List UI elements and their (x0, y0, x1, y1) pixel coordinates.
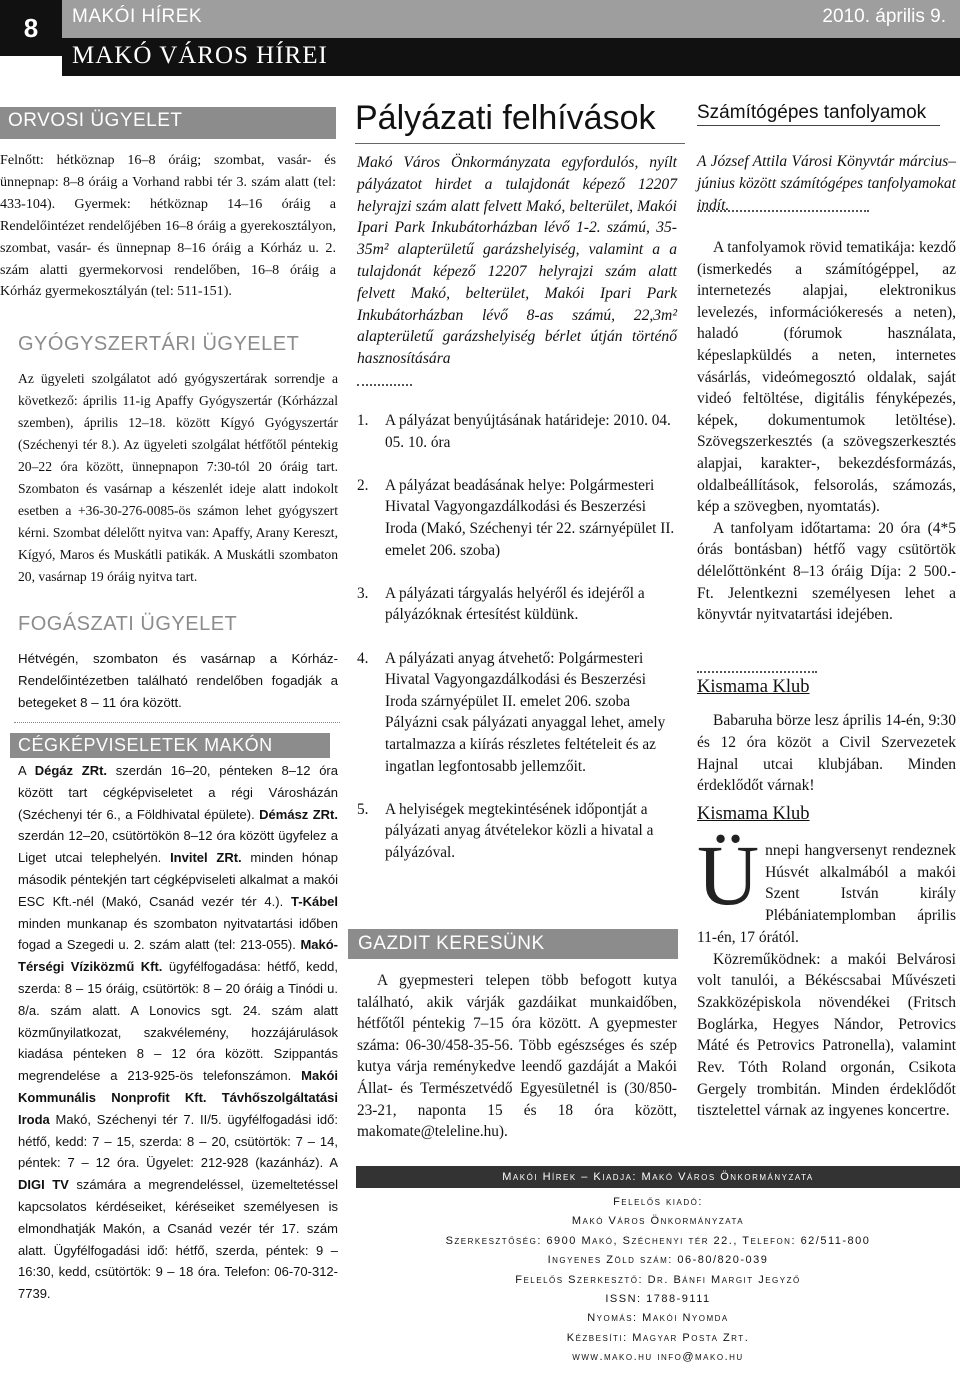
impresszum-body (356, 1193, 960, 1368)
impresszum-line: Felelős kiadó: (613, 1196, 703, 1208)
list-item (357, 648, 679, 778)
impresszum-line: Nyomás: Makói Nyomda (587, 1312, 729, 1325)
list-item-number: 3. (357, 584, 369, 602)
tanfolyam-heading-rule (697, 125, 940, 126)
list-item (357, 475, 679, 561)
company-name: DIGI TV (18, 1177, 69, 1193)
kismama1-body: Babaruha börze lesz április 14-én, 9:30 és 12 óra közöt a Civil Szervezetek Hajnal utcai klubjában. Minden érdeklődőt várnak! (697, 712, 956, 795)
cegkep-text: szerdán 12–20, csütörtökön 8–12 óra között ügyfelez a Liget utcai telephelyén. (18, 828, 338, 866)
impresszum-line: www.mako.hu info@mako.hu (572, 1351, 744, 1364)
impresszum-line: Ingyenes Zöld szám: 06-80/820-039 (547, 1254, 769, 1267)
gazdit-body (357, 970, 677, 1143)
gyogyszertar-heading: GYÓGYSZERTÁRI ÜGYELET (18, 333, 300, 355)
kismama1-heading: Kismama Klub (697, 677, 810, 697)
drop-cap: Ü (697, 827, 760, 923)
page-number: 8 (0, 0, 62, 56)
impresszum-line: ISSN: 1788-9111 (605, 1293, 711, 1306)
tanfolyam-p2: A tanfolyam időtartama: 20 óra (4*5 órás bontásban) hétfő vagy csütörtök délelőttönként 8–13 óráig Díja: 2 500.- Ft. Jelentkezni személyesen lehet a könyvtár nyitvatartási idejében. (697, 519, 956, 624)
tanfolyam-intro: A József Attila Városi Könyvtár március–június között számítógépes tanfolyamokat indít. (697, 153, 956, 214)
cegkep-text: minden hónap második péntekjén tart cégképviseleti alkalmat a makói ESC Kft.-nél (Makó, Csanád vezér tér 4.). (18, 850, 338, 909)
list-item-number: 5. (357, 800, 369, 818)
list-item (357, 410, 679, 453)
company-name: Dégáz ZRt. (34, 763, 108, 778)
gazdit-heading: GAZDIT KERESÜNK (348, 929, 678, 959)
kismama2-p2: Közreműködnek: a makói Belvárosi volt tanulói, a Békéscsabai Művészeti Szakközépiskola növendékei (Fritsch Boglárka, Hegyes Nándor, Petrovics Máté és Petrovics Patronella), valamint Rev. Tóth Roland orgonán, Csikota Gergely trombitán. Minden érdeklődőt tisztelettel várnak az ingyenes koncertre. (697, 950, 956, 1120)
issue-date: 2010. április 9. (822, 6, 946, 27)
cegkep-text: szerdán 16–20, pénteken 8–12 óra között tart cégképviseletet a régi Városházán (Széchenyi tér 6., a Földhivatal épülete). (18, 763, 338, 822)
fogaszati-heading: FOGÁSZATI ÜGYELET (18, 613, 238, 635)
fogaszati-body: Hétvégén, szombaton és vasárnap a Kórház-Rendelőintézetben található rendelőben fogadják a betegeket 8 – 11 óra között. (18, 651, 338, 710)
gazdit-text: A gyepmesteri telepen több befogott kutya található, akik várják gazdáikat munkaidőben, hétfőtől péntekig 7–15 óra között. A gyepmester száma: 06-30/458-35-56. Több egészséges és szép kutya várja reménykedve leendő gazdáját a Makói Állat- és Természetvédő Egyesületnél is (30/850-23-21, naponta 15 és 18 óra között, makomate@teleline.hu). (357, 972, 677, 1141)
company-name: Invitel ZRt. (170, 850, 242, 866)
company-name: Démász ZRt. (259, 806, 338, 822)
dotted-divider (697, 671, 817, 673)
list-item-number: 2. (357, 476, 369, 494)
impresszum-line: Makó Város Önkormányzata (571, 1215, 745, 1228)
section-title: MAKÓ VÁROS HÍREI (72, 42, 328, 69)
cegkep-text: ügyfélfogadása: hétfő, kedd, szerda: 8 – 15 óráig, csütörtök: 8 – 20 óráig a Tinódi u. 8/a. szám alatt. A Lonovics sgt. 24. szám alatt közműnyilatkozat, szakvélemény, hozzájárulások kiadása pénteken 8 – 12 óra között. Szippantás megrendelése a 213-925-ös telefonszámon. (18, 959, 338, 1084)
list-item-number: 4. (357, 649, 369, 667)
kismama2-p1: nnepi hangversenyt rendeznek Húsvét alkalmából a makói Szent István király Plébániatemplomban április 11-én, 17 órától. (697, 842, 956, 946)
company-name: Makó-Térségi Víziközmű Kft. (18, 937, 338, 975)
section-divider (14, 722, 340, 723)
impresszum-line: Szerkesztőség: 6900 Makó, Széchenyi tér 22., Telefon: 62/511-800 (445, 1234, 871, 1247)
cegkep-heading: CÉGKÉPVISELETEK MAKÓN (10, 733, 330, 758)
list-item-text: A pályázat benyújtásának határideje: 2010. 04. 05. 10. óra (385, 412, 671, 451)
cegkep-body (18, 760, 338, 1305)
palyazat-heading-rule (355, 143, 685, 144)
impresszum-bar: Makói Hírek – Kiadja: Makó Város Önkormányzata (356, 1166, 960, 1188)
gyogyszertar-body: Az ügyeleti szolgálatot adó gyógyszertárak sorrendje a következő: április 11-ig Apaffy Gyógyszertár (Kórházzal szemben), április 12–18. között Kígyó Gyógyszertár (Széchenyi tér 8.). Az ügyeleti szolgálat hétfőtől péntekig 20–22 óra között, ünnepnapon 7:30-tól 20 óráig tart. Szombaton és vasárnap a készenlét ideje alatt indokolt esetben a +36-30-276-0085-ös számon lehet gyógyszert kérni. Szombat délelőtt nyitva van: Apaffy, Arany Kereszt, Kígyó, Maros és Muskátli patikák. A Muskátli szombaton 20, vasárnap 19 óráig nyitva tart. (18, 371, 338, 584)
orvosi-body: Felnőtt: hétköznap 16–8 óráig; szombat, vasár- és ünnepnap: 8–8 óráig a Vorhand rabbi tér 3. szám alatt (tel: 433-104). Gyermek: hétköznap 14–16 óráig a Rendelőintézet rendelőjében 16–8 óráig a gyerekosztályon, szombat, vasár- és ünnepnap 8–16 óráig a Kórház u. 2. szám alatti gyermekorvosi rendelőben, 16–8 óráig a Kórház gyermekosztályán (tel: 511-151). (0, 152, 336, 300)
list-item (357, 799, 679, 864)
kismama2-body (697, 827, 956, 1122)
palyazat-heading: Pályázati felhívások (355, 99, 656, 137)
company-name: T-Kábel (291, 893, 338, 909)
kismama2-heading: Kismama Klub (697, 804, 810, 824)
impresszum-line: Kézbesíti: Magyar Posta Zrt. (566, 1331, 750, 1344)
cegkep-text: Makó, Széchenyi tér 7. II/5. ügyfélfogadási idő: hétfő, kedd: 7 – 15, szerda: 8 – 20, csütörtök: 7 – 14, péntek: 7 – 12 óra. Ügyelet: 212-928 (kazánház). A (18, 1111, 338, 1171)
list-item-text: A pályázati tárgyalás helyéről és idejéről a pályázóknak értesítést küldünk. (385, 584, 645, 624)
company-name: Makói Kommunális Nonprofit Kft. Távhőszolgáltatási Iroda (18, 1068, 338, 1127)
list-item-text: A pályázati anyag átvehető: Polgármesteri Hivatal Vagyongazdálkodási és Beszerzési Iroda szárnyépület II. emelet 206. szoba Pályázni csak pályázati anyaggal lehet, amely tartalmazza a kiírás részletes feltételeit és az ingatlan legfontosabb jellemzőit. (385, 649, 666, 775)
dotted-divider (697, 210, 869, 212)
paper-name: MAKÓI HÍREK (72, 6, 203, 27)
list-item-text: A pályázat beadásának helye: Polgármesteri Hivatal Vagyongazdálkodási és Beszerzési Iroda (Makó, Széchenyi tér 22. szárnyépület II. emelet 206. szoba) (385, 476, 675, 559)
impresszum-line: Felelős Szerkesztő: Dr. Bánfi Margit Jegyző (515, 1273, 801, 1286)
tanfolyam-heading: Számítógépes tanfolyamok (697, 102, 927, 123)
cegkep-text: A (18, 763, 35, 778)
palyazat-list (357, 410, 679, 885)
tanfolyam-p1: A tanfolyamok rövid tematikája: kezdő (ismerkedés a számítógéppel, az internetezés alapjai, elektronikus levelezés, információkeresés a neten), haladó (fórumok használata, képeslapküldés a neten, internetes vásárlás, videómegosztó oldalak, saját videó feltöltése, digitális fényképezés, képek, dokumentumok letöltése). Szövegszerkesztés (a szövegszerkesztés alapjai, karakter-, bekezdésformázás, oldalbeállítások, felsorolás, számozás, kép a szövegben, nyomtatás). (697, 239, 956, 516)
tanfolyam-body (697, 237, 956, 626)
list-item-number: 1. (357, 412, 369, 429)
cegkep-text: minden munkanap és szombaton nyitvatartási időben fogad a Szegedi u. 2. szám alatt (tel: 213-055). (18, 915, 338, 953)
orvosi-heading: ORVOSI ÜGYELET (0, 107, 336, 139)
list-item (357, 583, 679, 626)
palyazat-intro: Makó Város Önkormányzata egyfordulós, nyílt pályázatot hirdet a tulajdonát képező 12207 helyrajzi szám alatt felvett Makó, belterület, Makói Ipari Park Inkubátorházban lévő 1-2. számú, 35-35m² alapterületű garázshelyiség, valamint a a tulajdonát képező 12207 helyrajzi szám alatt felvett Makó, belterület, Makói Ipari Park Inkubátorházban lévő 8-as számú, 22,3m² alapterületű garázshelyiség bérlet útján történő hasznosítására (357, 154, 677, 368)
dotted-divider (357, 384, 412, 386)
cegkep-text: számára a megrendeléssel, üzemeltetéssel kapcsolatos kérdéseiket, kéréseiket személyesen is elmondhatják Makón, a Csanád vezér tér 17. szám alatt. Ügyfélfogadási idő: hétfő, szerda, péntek: 9 – 16:30, kedd, csütörtök: 9 – 18 óra. Telefon: 06-70-312-7739. (18, 1177, 339, 1302)
list-item-text: A helyiségek megtekintésének időpontját a pályázati anyag átvételekor közli a hivatal a pályázóval. (385, 800, 654, 861)
